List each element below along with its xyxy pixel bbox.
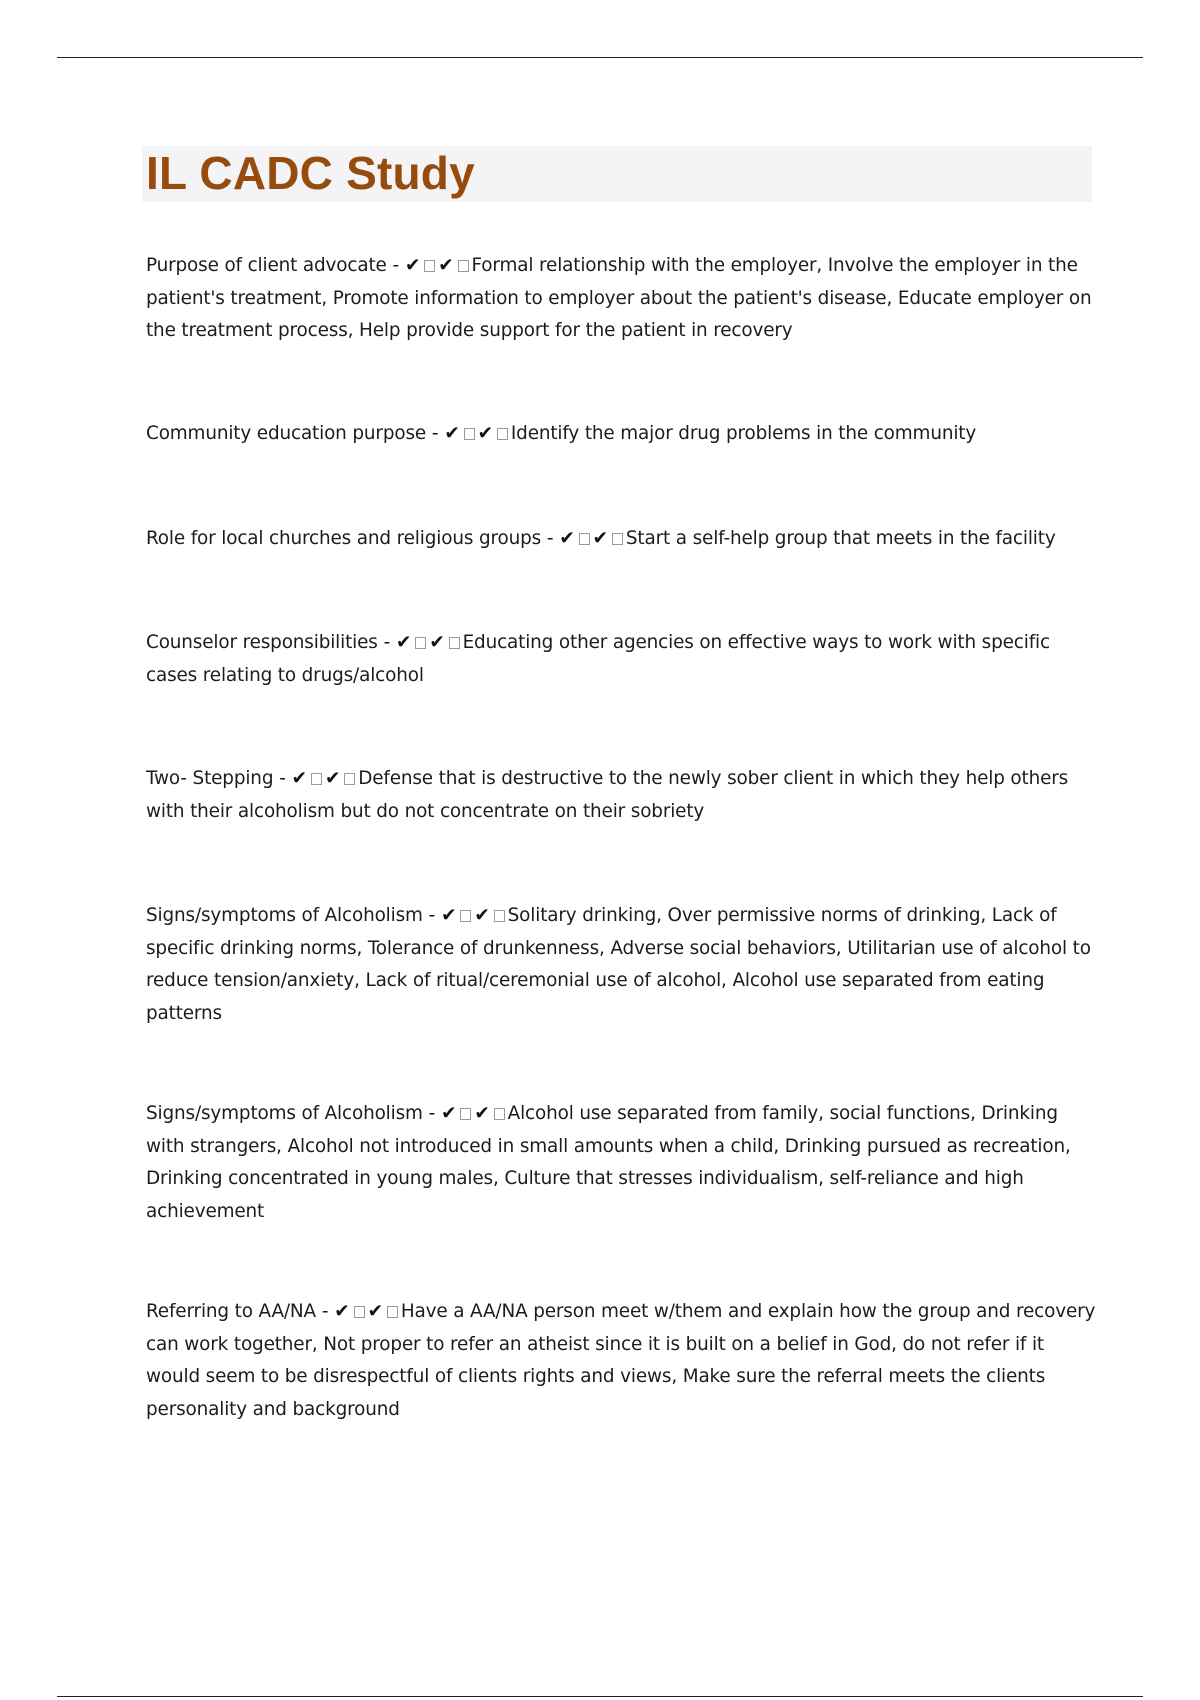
bottom-rule	[57, 1696, 1143, 1697]
qa-item	[146, 900, 1096, 1030]
check-icon: ✔	[592, 528, 608, 549]
qa-answer: Start a self-help group that meets in the facility	[625, 528, 1056, 549]
check-icon: ✔	[444, 423, 460, 444]
top-rule	[57, 57, 1143, 58]
box-icon	[449, 637, 460, 649]
qa-separator: -	[422, 905, 442, 926]
box-icon	[464, 428, 475, 440]
check-icon: ✔	[396, 632, 412, 653]
check-icon: ✔	[324, 768, 341, 789]
qa-separator: -	[426, 423, 445, 444]
check-icon: ✔	[429, 632, 445, 653]
check-icon: ✔	[438, 255, 454, 276]
qa-term: Referring to AA/NA	[146, 1301, 316, 1322]
check-icon: ✔	[367, 1301, 383, 1322]
qa-separator: -	[422, 1103, 442, 1124]
qa-answer: Alcohol use separated from family, social functions, Drinking with strangers, Alcohol not introduced in small amounts when a child, Drinking pursued as recreation, Drinking concentrated in young males, Culture that stresses individualism, self-reliance and high achievement	[146, 1103, 1071, 1222]
qa-separator: -	[377, 632, 397, 653]
qa-item	[146, 523, 1096, 556]
box-icon	[415, 637, 426, 649]
qa-separator: -	[386, 255, 405, 276]
check-icon: ✔	[334, 1301, 350, 1322]
qa-separator: -	[541, 528, 560, 549]
qa-separator: -	[315, 1301, 335, 1322]
qa-item	[146, 1296, 1096, 1426]
check-icon: ✔	[441, 905, 457, 926]
check-icon: ✔	[291, 768, 307, 789]
box-icon	[460, 910, 471, 922]
box-icon	[612, 533, 623, 545]
qa-item	[146, 1098, 1096, 1228]
box-icon	[579, 533, 590, 545]
box-icon	[354, 1306, 365, 1318]
box-icon	[344, 773, 355, 785]
qa-item	[146, 418, 1096, 451]
box-icon	[494, 1108, 505, 1120]
box-icon	[497, 428, 508, 440]
check-icon: ✔	[405, 255, 421, 276]
qa-term: Signs/symptoms of Alcoholism	[146, 1103, 423, 1124]
check-icon: ✔	[477, 423, 493, 444]
qa-item	[146, 763, 1096, 828]
check-icon: ✔	[474, 905, 490, 926]
box-icon	[311, 773, 322, 785]
qa-separator: -	[273, 768, 292, 789]
qa-item	[146, 250, 1096, 348]
qa-answer: Formal relationship with the employer, Involve the employer in the patient's treatment, Promote information to employer about the patient's disease, Educate employer on the treatment process, Help provide support for the patient in recovery	[146, 255, 1092, 341]
qa-answer: Identify the major drug problems in the community	[510, 423, 977, 444]
check-icon: ✔	[474, 1103, 490, 1124]
check-icon: ✔	[559, 528, 575, 549]
qa-term: Counselor responsibilities	[146, 632, 378, 653]
box-icon	[494, 910, 505, 922]
qa-answer: Have a AA/NA person meet w/them and explain how the group and recovery can work together, Not proper to refer an atheist since it is built on a belief in God, do not refer if it would seem to be disrespectful of clients rights and views, Make sure the referral meets the clients personality and background	[146, 1301, 1096, 1420]
box-icon	[424, 260, 435, 272]
box-icon	[458, 260, 469, 272]
qa-answer: Educating other agencies on effective ways to work with specific cases relating to drugs/alcohol	[146, 632, 1050, 686]
qa-term: Two- Stepping	[146, 768, 274, 789]
qa-term: Purpose of client advocate	[146, 255, 387, 276]
qa-term: Community education purpose	[146, 423, 427, 444]
qa-answer: Defense that is destructive to the newly sober client in which they help others with their alcoholism but do not concentrate on their sobriety	[146, 768, 1069, 822]
qa-answer: Solitary drinking, Over permissive norms of drinking, Lack of specific drinking norms, Tolerance of drunkenness, Adverse social behaviors, Utilitarian use of alcohol to reduce tension/anxiety, Lack of ritual/ceremonial use of alcohol, Alcohol use separated from eating patterns	[146, 905, 1091, 1024]
check-icon: ✔	[441, 1103, 457, 1124]
box-icon	[387, 1306, 398, 1318]
qa-term: Signs/symptoms of Alcoholism	[146, 905, 423, 926]
box-icon	[460, 1108, 471, 1120]
page-title: IL CADC Study	[146, 147, 475, 199]
qa-item	[146, 627, 1096, 692]
qa-term: Role for local churches and religious groups	[146, 528, 542, 549]
